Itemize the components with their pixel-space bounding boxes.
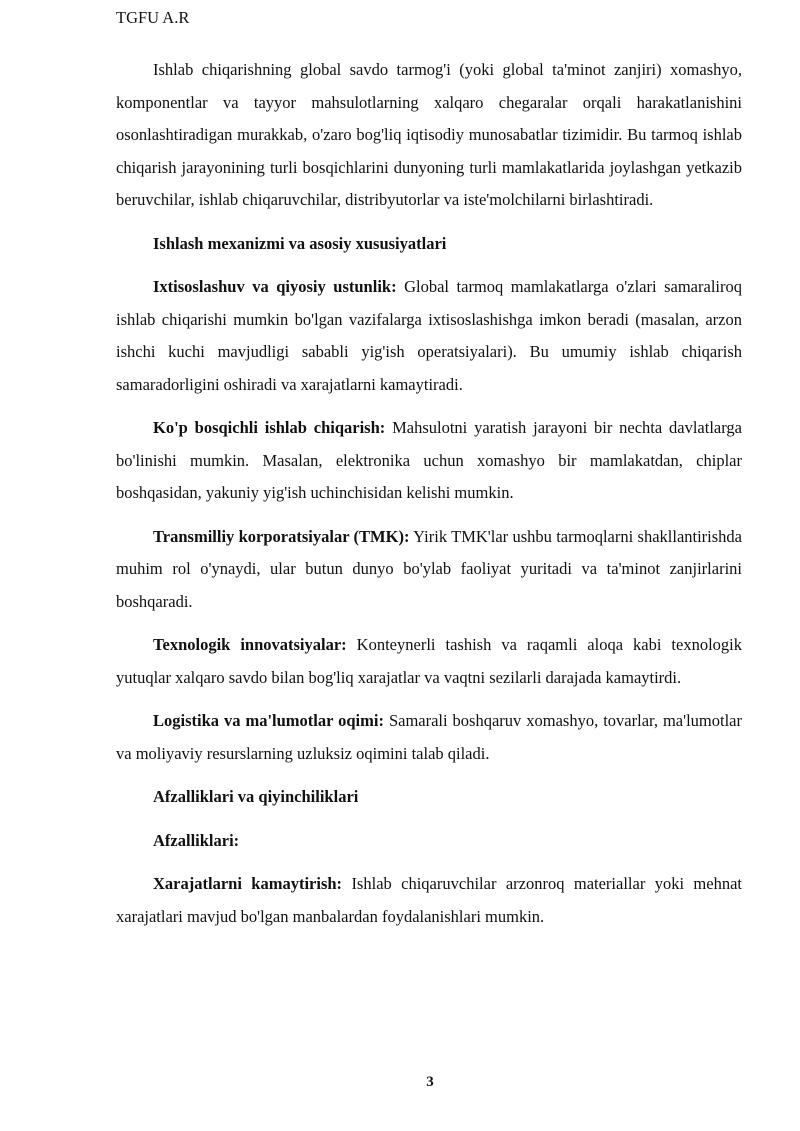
term-label: Ixtisoslashuv va qiyosiy ustunlik: xyxy=(153,277,397,296)
subheading-advantages: Afzalliklari: xyxy=(153,830,240,850)
section-heading-advantages-challenges: Afzalliklari va qiyinchiliklari xyxy=(153,787,359,806)
term-label: Texnologik innovatsiyalar: xyxy=(153,635,347,654)
paragraph-technology xyxy=(116,629,742,694)
term-label: Ko'p bosqichli ishlab chiqarish: xyxy=(153,418,386,437)
term-label: Logistika va ma'lumotlar oqimi: xyxy=(153,711,384,730)
term-description: Mahsulotni yaratish jarayoni bir nechta davlatlarga bo'linishi mumkin. Masalan, elektronika uchun xomashyo bir mamlakatdan, chiplar boshqasidan, yakuniy yig'ish uchinchisidan kelishi mumkin. xyxy=(116,418,743,502)
page-number: 3 xyxy=(426,1074,434,1090)
term-description: Yirik TMK'lar ushbu tarmoqlarni shakllantirishda muhim rol o'ynaydi, ular butun dunyo bo'ylab faoliyat yuritadi va ta'minot zanjirlarini boshqaradi. xyxy=(116,526,743,611)
paragraph-tnc xyxy=(116,521,742,619)
paragraph-cost-reduction xyxy=(116,868,742,933)
term-label: Xarajatlarni kamaytirish: xyxy=(153,874,343,893)
term-description: Global tarmoq mamlakatlarga o'zlari samaraliroq ishlab chiqarishi mumkin bo'lgan vazifalarga ixtisoslashishga imkon beradi (masalan, arzon ishchi kuchi mavjudligi sababli yig'ish operatsiyalari). Bu umumiy ishlab chiqarish samaradorligini oshiradi va xarajatlarni kamaytiradi. xyxy=(116,277,742,394)
paragraph-multistage xyxy=(116,412,742,510)
term-description: Samarali boshqaruv xomashyo, tovarlar, ma'lumotlar va moliyaviy resurslarning uzluksiz oqimini talab qiladi. xyxy=(116,711,742,763)
document-body xyxy=(116,54,742,933)
paragraph-logistics xyxy=(116,705,742,770)
section-heading-mechanism: Ishlash mexanizmi va asosiy xususiyatlari xyxy=(153,233,447,253)
term-description: Ishlab chiqaruvchilar arzonroq materiallar yoki mehnat xarajatlari mavjud bo'lgan manbalardan foydalanishlari mumkin. xyxy=(116,874,742,926)
intro-paragraph: Ishlab chiqarishning global savdo tarmog'i (yoki global ta'minot zanjiri) xomashyo, komponentlar va tayyor mahsulotlarning xalqaro chegaralar orqali harakatlanishini osonlashtiradigan murakkab, o'zaro bog'liq iqtisodiy munosabatlar tizimidir. Bu tarmoq ishlab chiqarish jarayonining turli bosqichlarini dunyoning turli mamlakatlarida joylashgan yetkazib beruvchilar, ishlab chiqaruvchilar, distribyutorlar va iste'molchilarni birlashtiradi. xyxy=(116,60,742,209)
term-label: Transmilliy korporatsiyalar (TMK): xyxy=(153,526,410,546)
paragraph-specialization xyxy=(116,271,742,401)
page-header: TGFU A.R xyxy=(116,8,190,27)
term-description: Konteynerli tashish va raqamli aloqa kabi texnologik yutuqlar xalqaro savdo bilan bog'liq xarajatlar va vaqtni sezilarli darajada kamaytirdi. xyxy=(116,635,743,687)
